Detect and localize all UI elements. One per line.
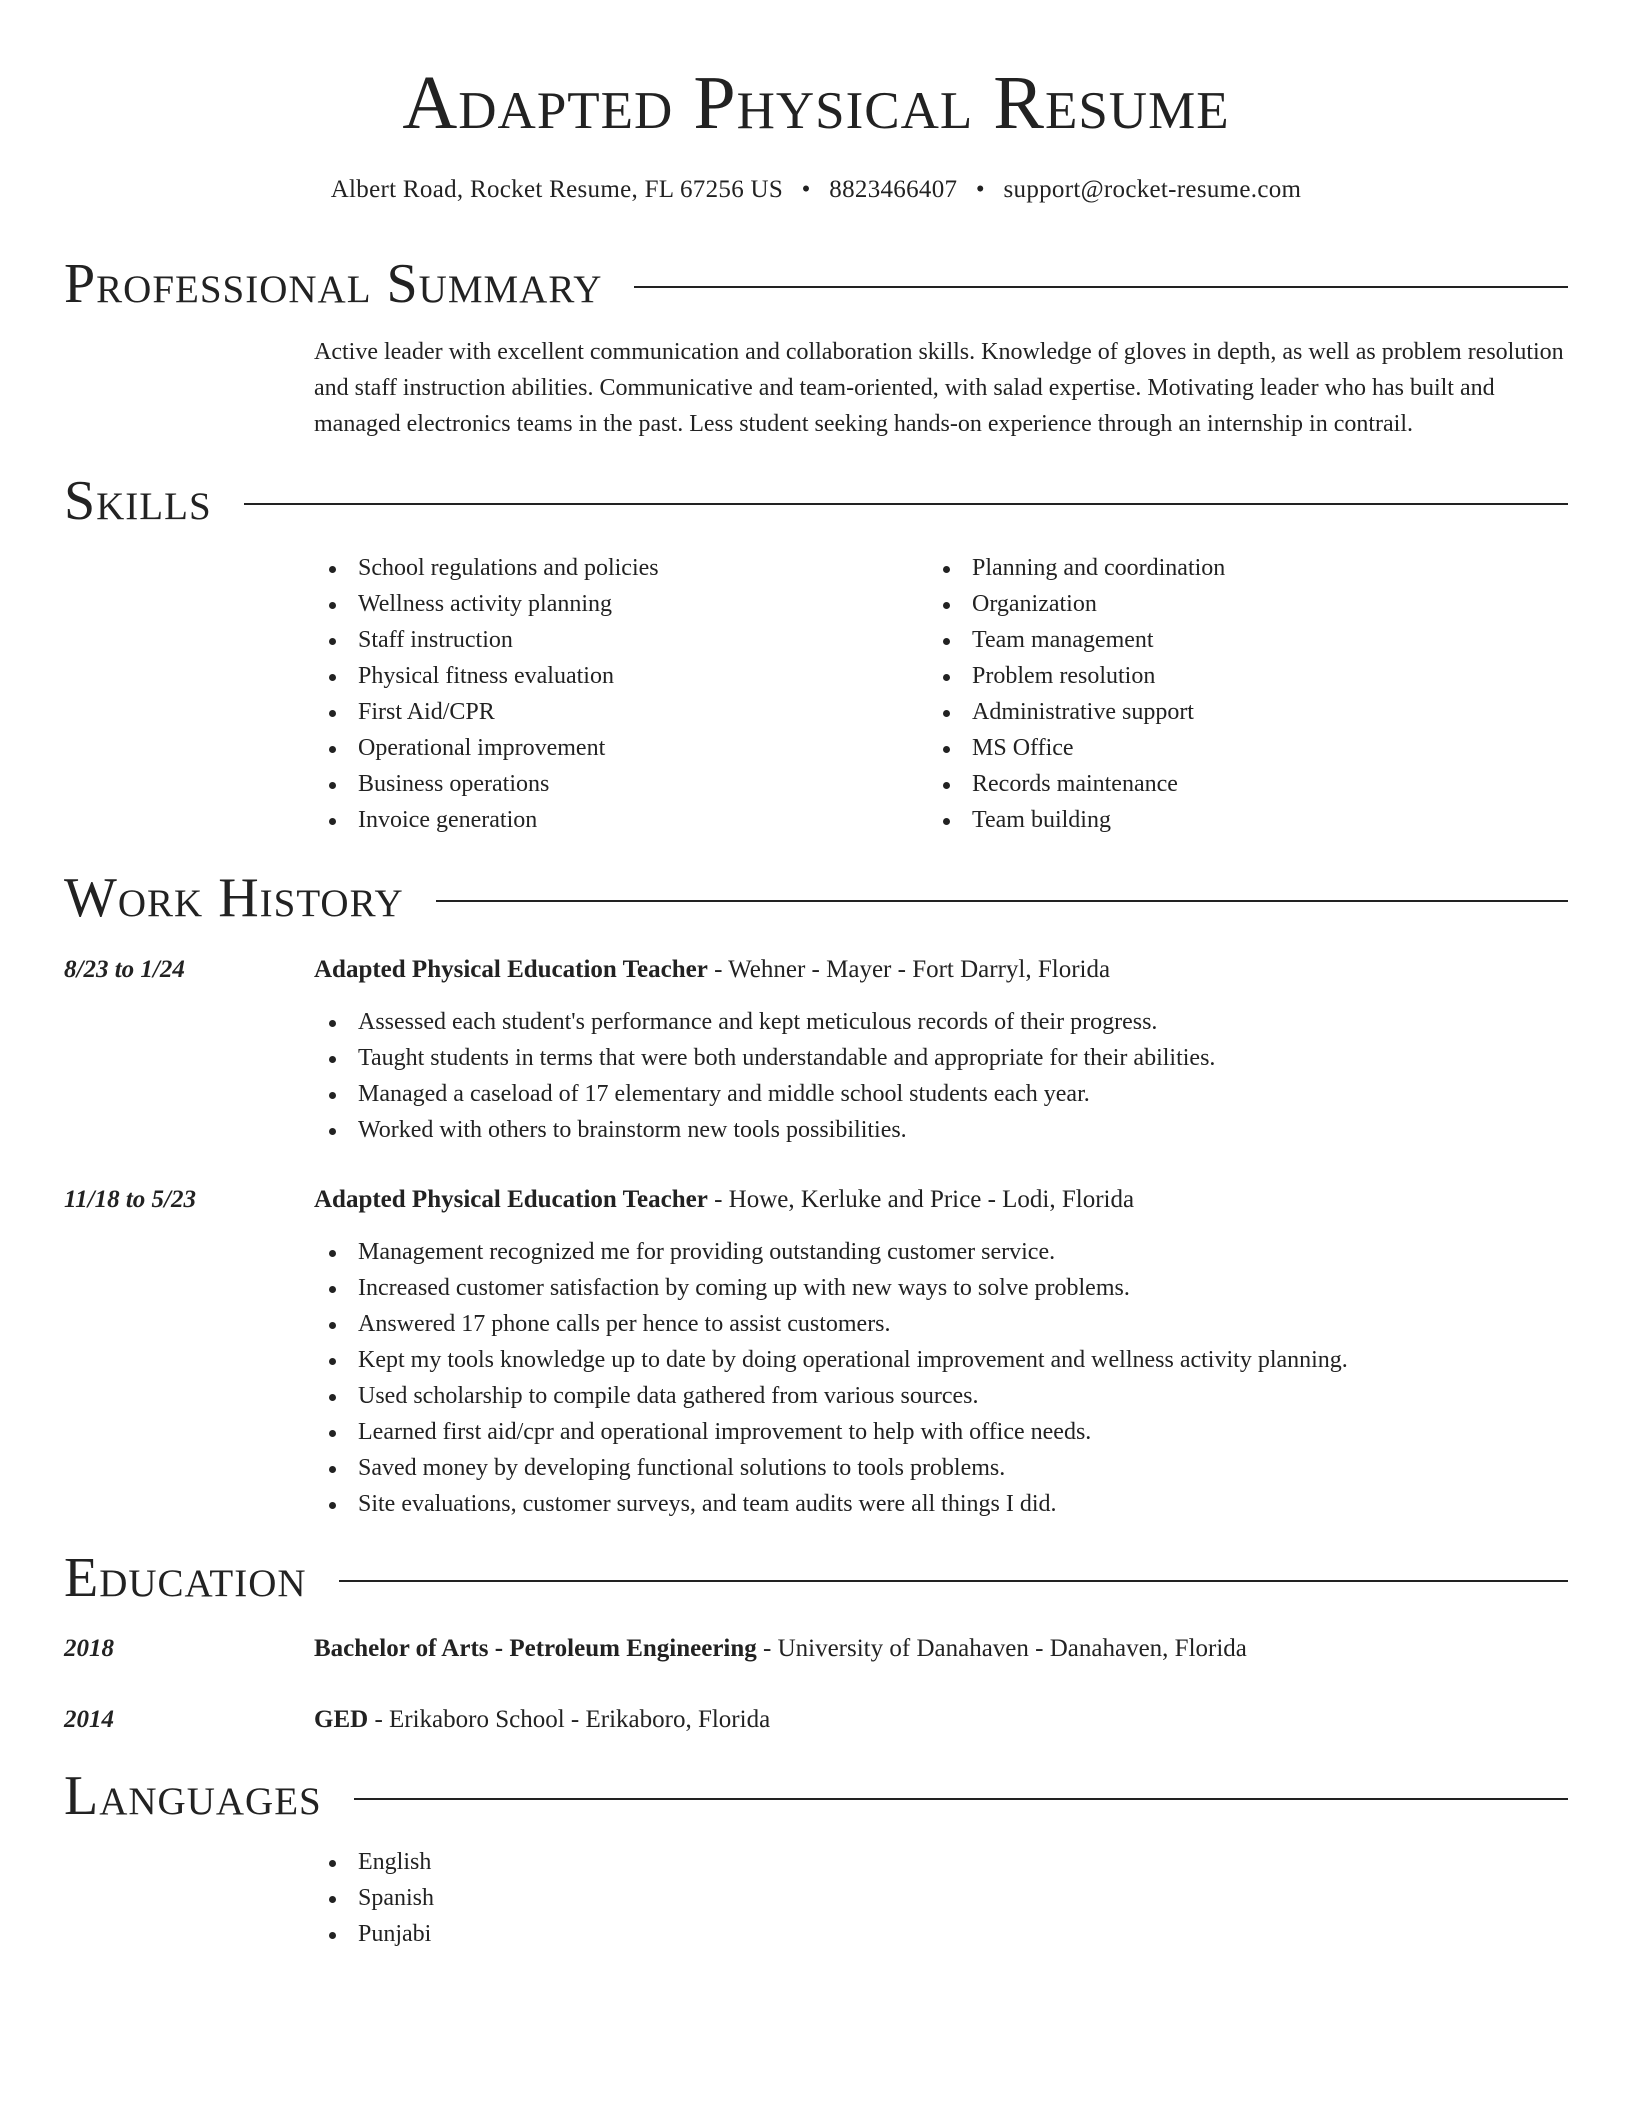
summary-section-header [64, 252, 1568, 316]
section-divider [354, 1798, 1568, 1800]
skill-item: Wellness activity planning [314, 586, 928, 622]
education-degree: Bachelor of Arts - Petroleum Engineering [314, 1635, 757, 1662]
education-degree: GED [314, 1706, 369, 1733]
job-title: Adapted Physical Education Teacher [314, 956, 708, 983]
section-divider [244, 503, 1568, 505]
job-bullet: Increased customer satisfaction by coming up with new ways to solve problems. [314, 1270, 1568, 1306]
job-entry [314, 952, 1568, 1148]
skill-item: Records maintenance [928, 766, 1542, 802]
job-dates: 11/18 to 5/23 [64, 1186, 196, 1213]
education-details: - University of Danahaven - Danahaven, Florida [756, 1635, 1247, 1662]
languages-heading: Languages [64, 1765, 322, 1827]
languages-list [314, 1844, 1568, 1952]
skill-item: First Aid/CPR [314, 694, 928, 730]
education-year: 2018 [64, 1635, 114, 1662]
skills-column-left [314, 550, 928, 838]
job-bullet: Management recognized me for providing outstanding customer service. [314, 1234, 1568, 1270]
education-details: - Erikaboro School - Erikaboro, Florida [368, 1706, 771, 1733]
skills-section-header [64, 469, 1568, 533]
skill-item: Organization [928, 586, 1542, 622]
job-bullets [314, 1004, 1568, 1148]
skill-item: Planning and coordination [928, 550, 1542, 586]
job-bullet: Saved money by developing functional solutions to tools problems. [314, 1450, 1568, 1486]
skill-item: Problem resolution [928, 658, 1542, 694]
education-year: 2014 [64, 1706, 114, 1733]
separator-dot: • [801, 176, 811, 203]
skill-item: Operational improvement [314, 730, 928, 766]
job-bullet: Worked with others to brainstorm new tools possibilities. [314, 1112, 1568, 1148]
education-entry [314, 1631, 1568, 1667]
contact-line [0, 172, 1632, 208]
job-bullet: Assessed each student's performance and kept meticulous records of their progress. [314, 1004, 1568, 1040]
skill-item: Team building [928, 802, 1542, 838]
section-divider [436, 900, 1568, 902]
job-bullet: Taught students in terms that were both understandable and appropriate for their abilities. [314, 1040, 1568, 1076]
skill-item: Administrative support [928, 694, 1542, 730]
skills-heading: Skills [64, 470, 212, 532]
contact-address: Albert Road, Rocket Resume, FL 67256 US [330, 176, 784, 203]
job-bullet: Learned first aid/cpr and operational improvement to help with office needs. [314, 1414, 1568, 1450]
job-bullet: Kept my tools knowledge up to date by doing operational improvement and wellness activity planning. [314, 1342, 1568, 1378]
section-divider [339, 1580, 1568, 1582]
skill-item: Invoice generation [314, 802, 928, 838]
skill-item: MS Office [928, 730, 1542, 766]
summary-body [314, 334, 1568, 442]
skill-item: Physical fitness evaluation [314, 658, 928, 694]
language-item: English [314, 1844, 1568, 1880]
contact-phone: 8823466407 [829, 176, 958, 203]
job-dates: 8/23 to 1/24 [64, 956, 185, 983]
summary-text: Active leader with excellent communication and collaboration skills. Knowledge of gloves in depth, as well as problem resolution and staff instruction abilities. Communicative and team-oriented, with salad expertise. Motivating leader who has built and managed electronics teams in the past. Less student seeking hands-on experience through an internship in contrail. [314, 339, 1564, 437]
job-bullets [314, 1234, 1568, 1522]
languages-bullets [314, 1844, 1568, 1952]
summary-heading: Professional Summary [64, 253, 603, 315]
section-divider [634, 286, 1568, 288]
job-bullet: Site evaluations, customer surveys, and team audits were all things I did. [314, 1486, 1568, 1522]
separator-dot: • [975, 176, 985, 203]
skills-column-right [928, 550, 1542, 838]
skill-item: Staff instruction [314, 622, 928, 658]
contact-email: support@rocket-resume.com [1003, 176, 1302, 203]
skills-list [314, 550, 1568, 838]
languages-section-header [64, 1764, 1568, 1828]
skill-item: Team management [928, 622, 1542, 658]
skill-item: School regulations and policies [314, 550, 928, 586]
job-details: - Howe, Kerluke and Price - Lodi, Florida [707, 1186, 1135, 1213]
skill-item: Business operations [314, 766, 928, 802]
work-heading: Work History [64, 867, 404, 929]
job-title-line [314, 1182, 1568, 1218]
job-title-line [314, 952, 1568, 988]
job-entry [314, 1182, 1568, 1522]
job-details: - Wehner - Mayer - Fort Darryl, Florida [707, 956, 1111, 983]
job-title: Adapted Physical Education Teacher [314, 1186, 708, 1213]
resume-title: Adapted Physical Resume [402, 61, 1230, 145]
job-bullet: Managed a caseload of 17 elementary and middle school students each year. [314, 1076, 1568, 1112]
education-section-header [64, 1546, 1568, 1610]
work-section-header [64, 866, 1568, 930]
language-item: Punjabi [314, 1916, 1568, 1952]
education-heading: Education [64, 1547, 307, 1609]
language-item: Spanish [314, 1880, 1568, 1916]
education-entry [314, 1702, 1568, 1738]
job-bullet: Used scholarship to compile data gathered from various sources. [314, 1378, 1568, 1414]
job-bullet: Answered 17 phone calls per hence to assist customers. [314, 1306, 1568, 1342]
